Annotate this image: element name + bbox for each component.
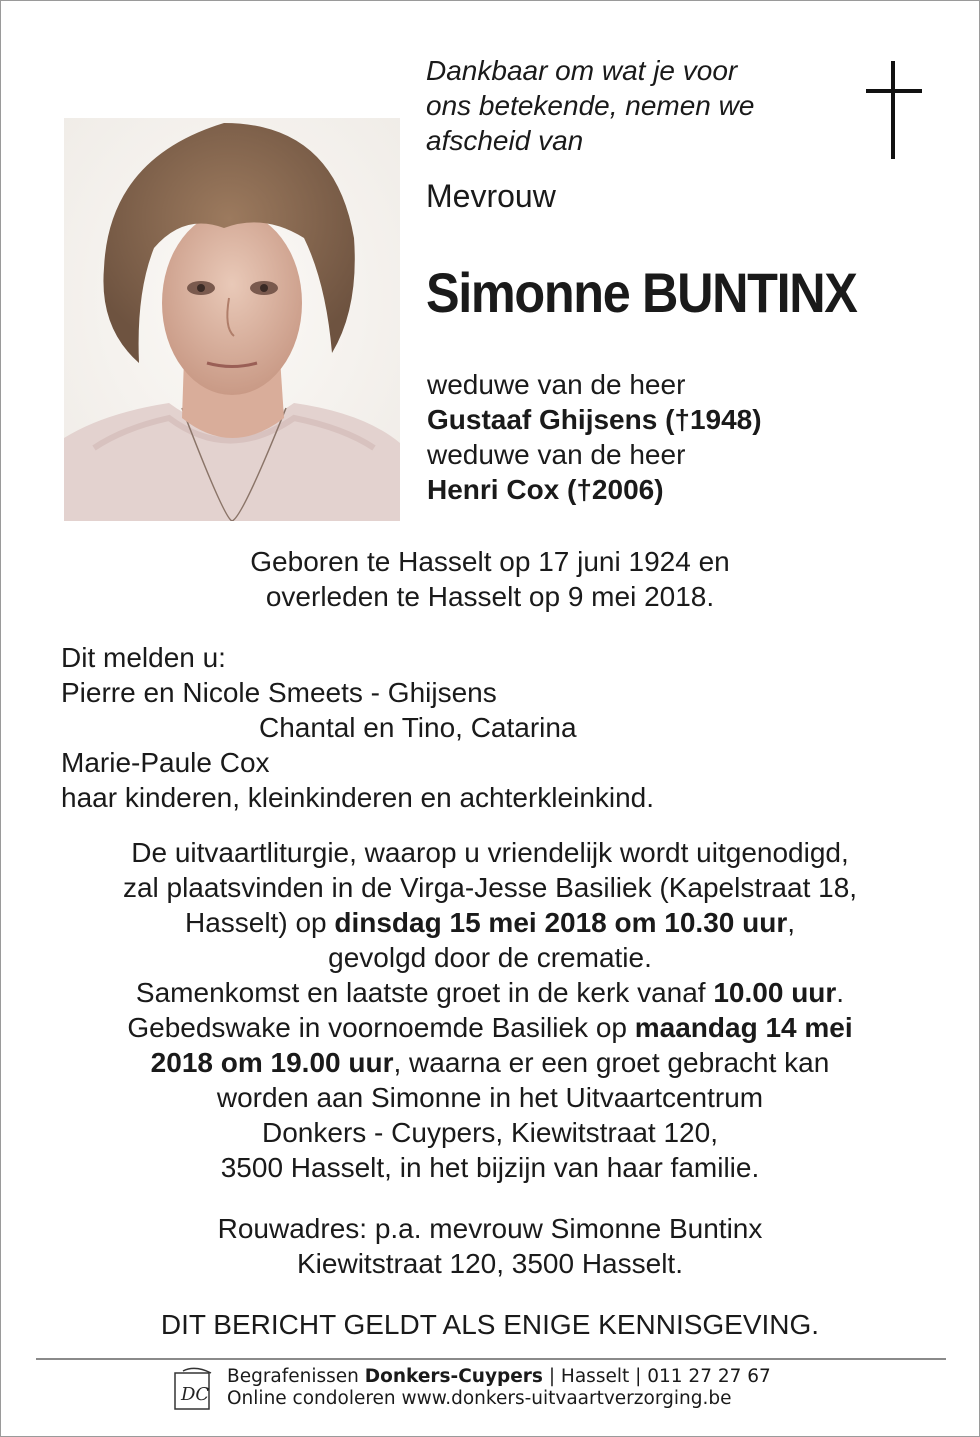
address-line: Rouwadres: p.a. mevrouw Simonne Buntinx: [217, 1213, 763, 1244]
spouse-name: Henri Cox (†2006): [427, 474, 664, 505]
family-intro: Dit melden u:: [61, 642, 226, 673]
company-name: Donkers-Cuypers: [364, 1366, 543, 1387]
intro-text: [426, 53, 846, 158]
liturgy-span: ,: [787, 907, 796, 938]
birth-death-text: [1, 544, 979, 614]
footer-line: [227, 1366, 771, 1388]
footer: [227, 1366, 771, 1410]
family-line: haar kinderen, kleinkinderen en achterkleinkind.: [61, 782, 655, 813]
footer-prefix: Begrafenissen: [227, 1366, 365, 1387]
died-line: overleden te Hasselt op 9 mei 2018.: [265, 581, 715, 612]
family-line: Marie-Paule Cox: [61, 747, 270, 778]
intro-line: ons betekende, nemen we: [426, 90, 755, 121]
liturgy-time: 10.00 uur: [713, 977, 837, 1008]
liturgy-line: De uitvaartliturgie, waarop u vriendelijk wordt uitgenodigd,: [131, 837, 849, 868]
liturgy-line: [1, 905, 979, 940]
deceased-name: Simonne BUNTINX: [426, 261, 857, 324]
liturgy-span: Hasselt) op: [184, 907, 335, 938]
liturgy-line: [1, 1045, 979, 1080]
liturgy-text: [1, 835, 979, 1185]
family-list: [61, 640, 654, 815]
liturgy-span: .: [836, 977, 845, 1008]
portrait-photo: [64, 118, 400, 521]
address-line: Kiewitstraat 120, 3500 Hasselt.: [297, 1248, 683, 1279]
spouse-name: Gustaaf Ghijsens (†1948): [427, 404, 762, 435]
liturgy-line: worden aan Simonne in het Uitvaartcentrum: [216, 1082, 764, 1113]
liturgy-line: zal plaatsvinden in de Virga-Jesse Basiliek (Kapelstraat 18,: [122, 872, 858, 903]
liturgy-span: , waarna er een groet gebracht kan: [393, 1047, 830, 1078]
mourning-address: [1, 1211, 979, 1281]
cross-icon: [861, 61, 927, 161]
liturgy-line: gevolgd door de crematie.: [328, 942, 652, 973]
notice-text: DIT BERICHT GELDT ALS ENIGE KENNISGEVING.: [160, 1309, 820, 1340]
family-line: Pierre en Nicole Smeets - Ghijsens: [61, 677, 497, 708]
footer-condolence-line: Online condoleren www.donkers-uitvaartverzorging.be: [227, 1388, 732, 1409]
liturgy-line: 3500 Hasselt, in het bijzijn van haar familie.: [220, 1152, 760, 1183]
footer-divider: [36, 1358, 946, 1360]
liturgy-span: Gebedswake in voornoemde Basiliek op: [127, 1012, 635, 1043]
logo-letters: DC: [181, 1384, 210, 1405]
liturgy-line: [1, 975, 979, 1010]
funeral-home-logo-icon: [173, 1367, 213, 1411]
born-line: Geboren te Hasselt op 17 juni 1924 en: [250, 546, 730, 577]
liturgy-line: [1, 1010, 979, 1045]
salutation: Mevrouw: [426, 178, 556, 214]
wake-date: maandag 14 mei: [634, 1012, 853, 1043]
liturgy-span: Samenkomst en laatste groet in de kerk vanaf: [135, 977, 714, 1008]
spouses-block: [427, 367, 762, 507]
family-line: Chantal en Tino, Catarina: [259, 712, 577, 743]
wake-time: 2018 om 19.00 uur: [150, 1047, 394, 1078]
intro-line: afscheid van: [426, 125, 584, 156]
liturgy-line: Donkers - Cuypers, Kiewitstraat 120,: [262, 1117, 718, 1148]
footer-contact: | Hasselt | 011 27 27 67: [542, 1366, 771, 1387]
spouse-line: weduwe van de heer: [427, 439, 686, 470]
liturgy-date: dinsdag 15 mei 2018 om 10.30 uur: [334, 907, 788, 938]
spouse-line: weduwe van de heer: [427, 369, 686, 400]
intro-line: Dankbaar om wat je voor: [426, 55, 738, 86]
